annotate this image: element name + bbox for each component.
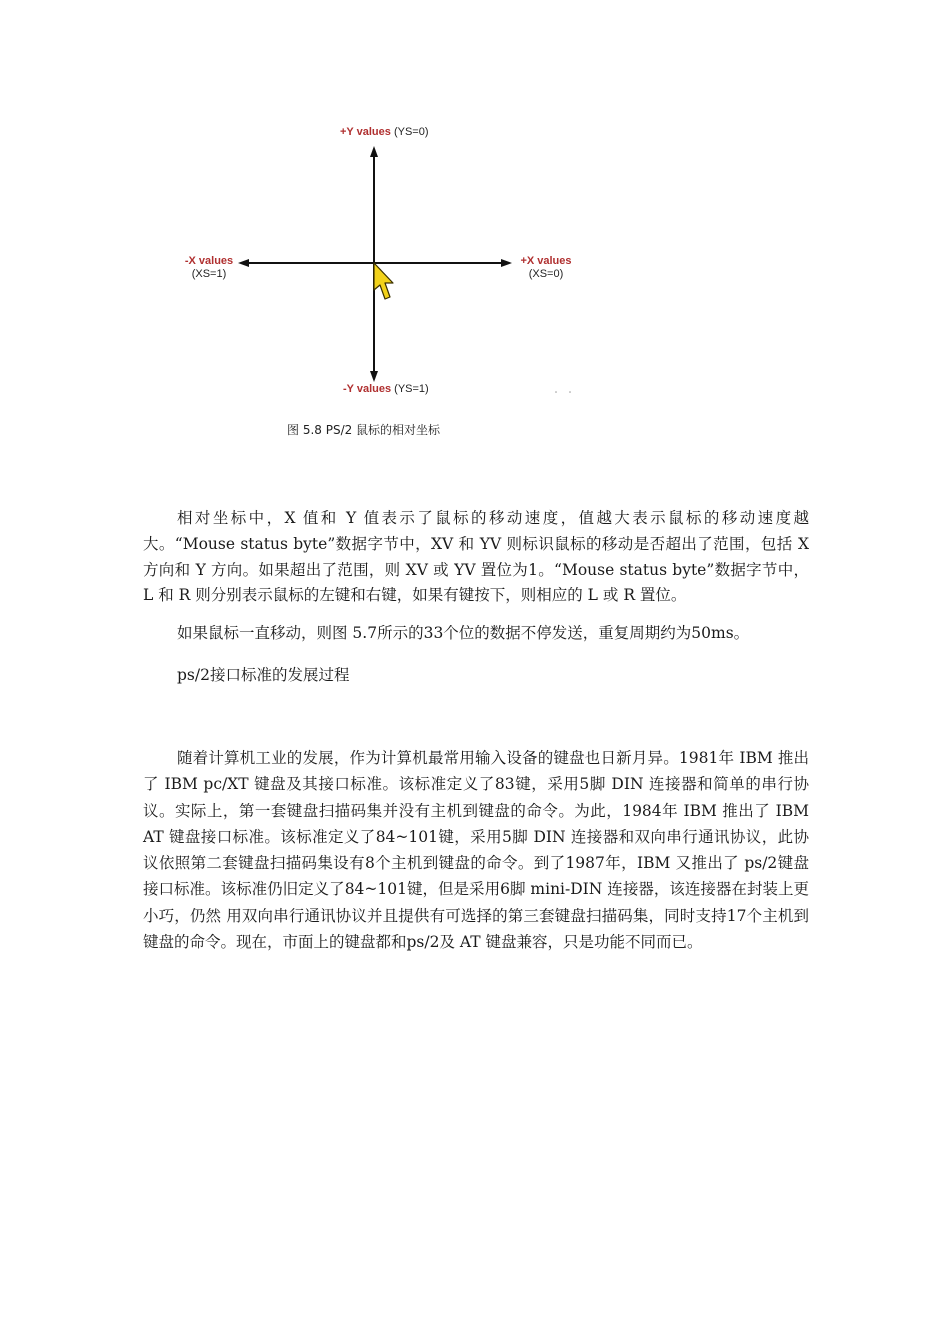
pos-y-code: (YS=0): [393, 126, 429, 138]
neg-x-name: -X values: [184, 255, 234, 267]
pos-y-label: [340, 126, 428, 139]
paragraph-continuous-movement: 如果鼠标一直移动，则图 5.7所示的33个位的数据不停发送，重复周期约为50ms。: [177, 624, 750, 642]
paragraph-relative-coordinates: 相对坐标中，X 值和 Y 值表示了鼠标的移动速度，值越大表示鼠标的移动速度越大。“Mouse status byte”数据字节中，XV 和 YV 则标识鼠标的移动是否超出了范围，包括 X 方向和 Y 方向。如果超出了范围，则 XV 或 YV 置位为1。“Mouse status byte”数据字节中，L 和 R 则分别表示鼠标的左键和右键，如果有键按下，则相应的 L 或 R 置位。: [143, 509, 809, 605]
neg-x-code: (XS=1): [191, 268, 227, 280]
neg-y-label: [343, 383, 429, 396]
y-axis-up-arrow: [370, 146, 378, 157]
pos-x-name: +X values: [520, 255, 572, 267]
pos-x-label: [516, 255, 576, 281]
figure-caption: 图 5.8 PS/2 鼠标的相对坐标: [287, 423, 441, 437]
x-axis-right-arrow: [501, 259, 512, 267]
section-heading: ps/2接口标准的发展过程: [177, 666, 350, 684]
neg-y-code: (YS=1): [394, 383, 429, 395]
neg-y-name: -Y values: [343, 383, 392, 395]
x-axis-left-arrow: [238, 259, 249, 267]
mouse-pointer-icon: [374, 263, 393, 299]
pos-y-name: +Y values: [340, 126, 391, 138]
relative-coordinates-figure: [180, 120, 580, 400]
y-axis-down-arrow: [370, 371, 378, 382]
paragraph-keyboard-history: 随着计算机工业的发展，作为计算机最常用输入设备的键盘也日新月异。1981年 IBM 推出了 IBM pc/XT 键盘及其接口标准。该标准定义了83键，采用5脚 DIN 连接器和简单的串行协议。实际上，第一套键盘扫描码集并没有主机到键盘的命令。为此，1984年 IBM 推出了 IBM AT 键盘接口标准。该标准定义了84~101键，采用5脚 DIN 连接器和双向串行通讯协议，此协议依照第二套键盘扫描码集设有8个主机到键盘的命令。到了1987年，IBM 又推出了 ps/2键盘接口标准。该标准仍旧定义了84~101键，但是采用6脚 mini-DIN 连接器，该连接器在封装上更小巧，仍然 用双向串行通讯协议并且提供有可选择的第三套键盘扫描码集，同时支持17个主机到键盘的命令。现在，市面上的键盘都和ps/2及 AT 键盘兼容，只是功能不同而已。: [143, 749, 809, 952]
pos-x-code: (XS=0): [528, 268, 564, 280]
neg-x-label: [180, 255, 238, 281]
